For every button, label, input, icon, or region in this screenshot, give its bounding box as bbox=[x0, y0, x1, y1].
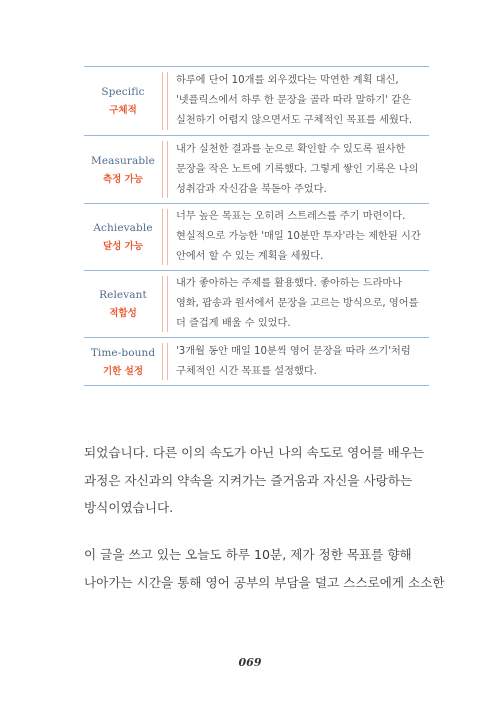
label-korean: 기한 설정 bbox=[102, 365, 143, 377]
label-korean: 구체적 bbox=[109, 105, 137, 116]
description-line: 현실적으로 가능한 '매일 10분만 투자'라는 제한된 시간 bbox=[176, 231, 421, 242]
paragraph-line: 되었습니다. 다른 이의 속도가 아닌 나의 속도로 영어를 배우는 bbox=[84, 445, 425, 460]
row-label bbox=[84, 136, 162, 203]
description-line: 영화, 팝송과 원서에서 문장을 고르는 방식으로, 영어를 bbox=[176, 298, 419, 309]
label-english: Specific bbox=[101, 86, 145, 98]
description-line: 하루에 단어 10개를 외우겠다는 막연한 계획 대신, bbox=[176, 75, 399, 86]
row-description bbox=[168, 204, 429, 270]
description-line: 너무 높은 목표는 오히려 스트레스를 주기 마련이다. bbox=[176, 211, 406, 222]
label-english: Relevant bbox=[99, 289, 147, 301]
paragraph-line: 이 글을 쓰고 있는 오늘도 하루 10분, 제가 정한 목표를 향해 bbox=[84, 547, 412, 562]
label-english: Measurable bbox=[91, 154, 155, 167]
description-line: 더 즐겁게 배울 수 있었다. bbox=[176, 318, 291, 329]
label-korean: 적합성 bbox=[109, 308, 137, 319]
smart-goals-table bbox=[84, 66, 429, 386]
row-label bbox=[84, 67, 162, 135]
table-row bbox=[84, 271, 429, 338]
body-paragraph bbox=[84, 439, 444, 522]
description-line: 성취감과 자신감을 북돋아 주었다. bbox=[176, 183, 327, 195]
description-line: 내가 좋아하는 주제를 활용했다. 좋아하는 드라마나 bbox=[176, 278, 403, 289]
row-label bbox=[84, 338, 162, 385]
row-description bbox=[168, 338, 429, 385]
description-line: 문장을 작은 노트에 기록했다. 그렇게 쌓인 기록은 나의 bbox=[176, 163, 419, 175]
paragraph-line: 나아가는 시간을 통해 영어 공부의 부담을 덜고 스스로에게 소소한 bbox=[84, 574, 445, 590]
label-english: Achievable bbox=[93, 222, 153, 234]
label-korean: 달성 가능 bbox=[102, 241, 143, 252]
body-paragraph bbox=[84, 541, 444, 596]
description-line: 안에서 할 수 있는 계획을 세웠다. bbox=[176, 251, 324, 262]
row-label bbox=[84, 204, 162, 270]
row-description bbox=[168, 271, 429, 337]
label-english: Time-bound bbox=[90, 346, 156, 359]
table-row bbox=[84, 204, 429, 271]
description-line: '넷플릭스에서 하루 한 문장을 골라 따라 말하기' 같은 bbox=[176, 95, 411, 106]
paragraph-line: 방식이였습니다. bbox=[84, 500, 174, 515]
table-row bbox=[84, 136, 429, 204]
table-row bbox=[84, 67, 429, 136]
page-number: 069 bbox=[238, 656, 262, 669]
description-line: 구체적인 시간 목표를 설정했다. bbox=[176, 365, 317, 377]
description-line: 내가 실천한 결과를 눈으로 확인할 수 있도록 필사한 bbox=[176, 143, 406, 155]
description-line: 실천하기 어렵지 않으면서도 구체적인 목표를 세웠다. bbox=[176, 115, 412, 126]
table-row bbox=[84, 338, 429, 386]
row-description bbox=[168, 136, 429, 203]
row-description bbox=[168, 67, 429, 135]
description-line: '3개월 동안 매일 10분씩 영어 문장을 따라 쓰기'처럼 bbox=[176, 345, 411, 357]
row-label bbox=[84, 271, 162, 337]
label-korean: 측정 가능 bbox=[102, 173, 143, 185]
paragraph-line: 과정은 자신과의 약속을 지켜가는 즐거움과 자신을 사랑하는 bbox=[84, 472, 413, 488]
